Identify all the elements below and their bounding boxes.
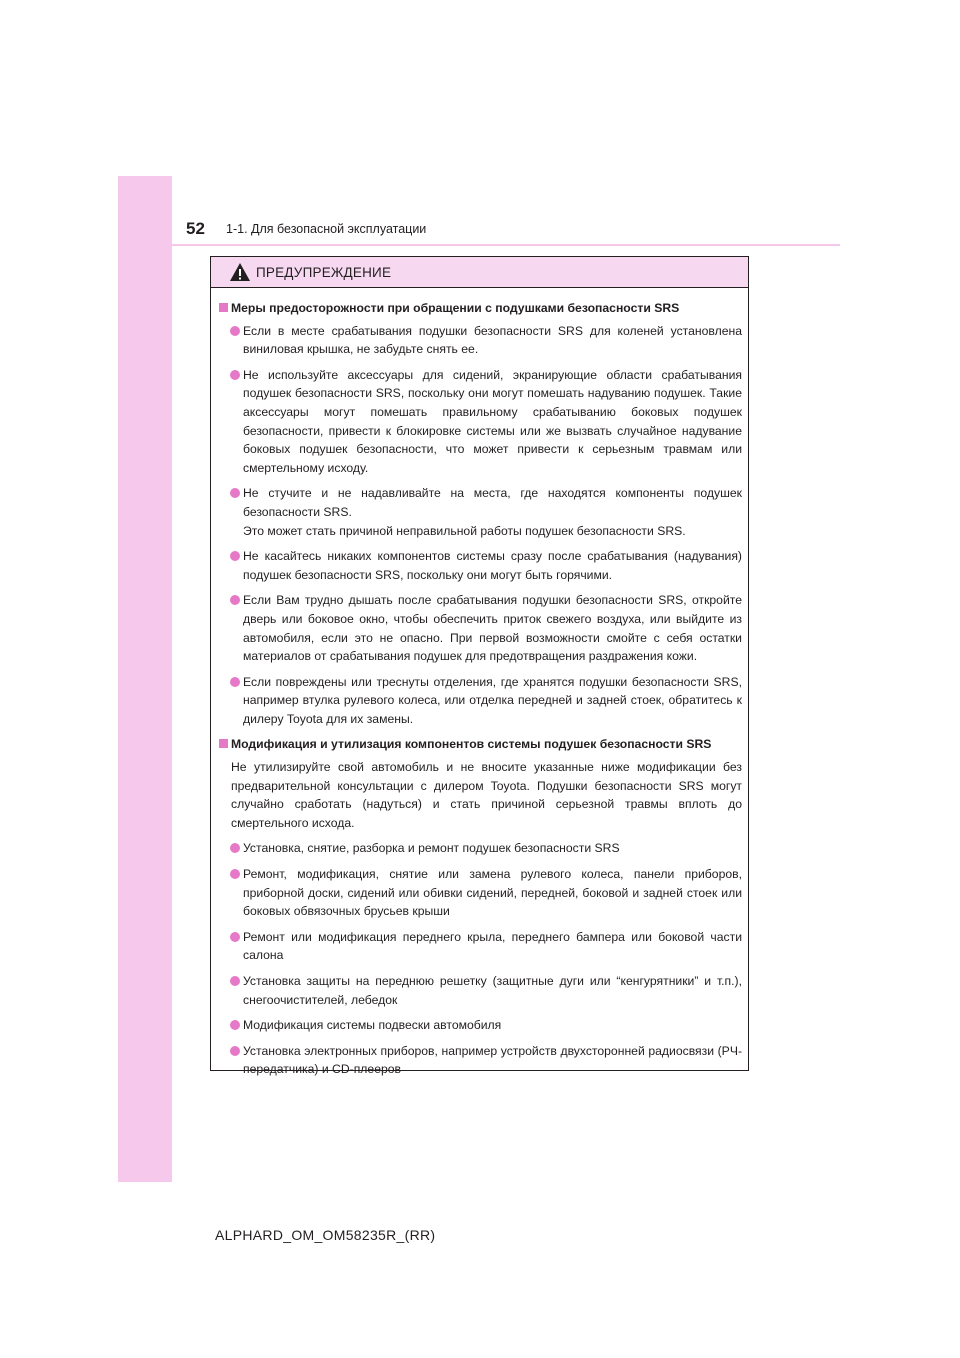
heading-srs-modification (219, 735, 742, 754)
document-code: ALPHARD_OM_OM58235R_(RR) (215, 1227, 436, 1243)
bullet-dot-icon (230, 843, 240, 853)
list-item (219, 1016, 742, 1035)
list-item-text: Не стучите и не надавливайте на места, где находятся компоненты подушек безопасности SRS. (243, 486, 742, 519)
page-number: 52 (186, 219, 205, 238)
header-rule (172, 244, 840, 246)
square-bullet-icon (219, 303, 228, 312)
list-item-text: Не используйте аксессуары для сидений, экранирующие области срабатывания подушек безопасности SRS, поскольку они могут помешать надуванию подушек. Такие аксессуары могут помешать правильному срабатыванию боковых подушек безопасности, привести к блокировке системы или же вызвать случайное надувание боковых подушек безопасности, что может привести к серьезным травмам или смертельному исходу. (243, 367, 742, 475)
list-item (219, 928, 742, 965)
list-item (219, 484, 742, 540)
heading-srs-precautions (219, 299, 742, 318)
list-item (219, 972, 742, 1009)
list-item-text: Модификация системы подвески автомобиля (243, 1018, 502, 1033)
list-item-text: Ремонт, модификация, снятие или замена рулевого колеса, панели приборов, приборной доски, сидений или обивки сидений, передней, боковой и задней стоек или боковых обвязочных брусьев крыши (243, 867, 742, 919)
list-item (219, 1042, 742, 1079)
list-item (219, 547, 742, 584)
square-bullet-icon (219, 739, 228, 748)
warning-triangle-icon (229, 262, 251, 282)
list-item (219, 839, 742, 858)
bullet-dot-icon (230, 326, 240, 336)
bullet-dot-icon (230, 551, 240, 561)
warning-title: ПРЕДУПРЕЖДЕНИЕ (256, 264, 392, 280)
list-item-text: Ремонт или модификация переднего крыла, переднего бампера или боковой части салона (243, 929, 742, 963)
bullet-dot-icon (230, 976, 240, 986)
side-tab-strip (118, 176, 172, 1182)
list-item-text: Установка защиты на переднюю решетку (защитные дуги или “кенгурятники” и т.п.), снегоочистителей, лебедок (243, 974, 742, 1007)
bullet-dot-icon (230, 370, 240, 380)
bullet-dot-icon (230, 488, 240, 498)
list-item (219, 366, 742, 478)
list-item (219, 591, 742, 665)
section-title: 1-1. Для безопасной эксплуатации (226, 222, 427, 236)
heading-text: Меры предосторожности при обращении с подушками безопасности SRS (231, 301, 680, 315)
list-item (219, 322, 742, 359)
list-item-text: Если Вам трудно дышать после срабатывания подушки безопасности SRS, откройте дверь или боковое окно, чтобы обеспечить приток свежего воздуха, или выйдите из автомобиля, если это не опасно. При первой возможности смойте с себя остатки материалов от срабатывания подушек для предотвращения раздражения кожи. (243, 593, 742, 664)
list-item (219, 865, 742, 921)
warning-body (211, 288, 748, 1079)
bullet-dot-icon (230, 1046, 240, 1056)
bullet-dot-icon (230, 932, 240, 942)
bullet-dot-icon (230, 677, 240, 687)
bullet-dot-icon (230, 1020, 240, 1030)
paragraph: Не утилизируйте свой автомобиль и не вносите указанные ниже модификации без предварительной консультации с дилером Toyota. Подушки безопасности SRS могут случайно сработать (надуться) и стать причиной серьезной травмы вплоть до смертельного исхода. (231, 760, 742, 830)
list-item (219, 673, 742, 729)
warning-header (211, 257, 748, 288)
bullet-dot-icon (230, 595, 240, 605)
bullet-dot-icon (230, 869, 240, 879)
list-item-text: Если повреждены или треснуты отделения, где хранятся подушки безопасности SRS, например втулка рулевого колеса, или отделка передней и задней стоек, обратитесь к дилеру Toyota для их замены. (243, 674, 742, 726)
list-item-text: Не касайтесь никаких компонентов системы сразу после срабатывания (надувания) подушек безопасности SRS, поскольку они могут быть горячими. (243, 549, 742, 582)
list-item-text: Установка, снятие, разборка и ремонт подушек безопасности SRS (243, 841, 620, 856)
warning-box (210, 256, 749, 1077)
list-item-text: Если в месте срабатывания подушки безопасности SRS для коленей установлена виниловая крышка, не забудьте снять ее. (243, 323, 742, 357)
heading-text: Модификация и утилизация компонентов системы подушек безопасности SRS (231, 737, 712, 752)
list-item-text: Установка электронных приборов, например устройств двухсторонней радиосвязи (РЧ-передатчика) и CD-плееров (243, 1043, 742, 1077)
list-item-text-extra: Это может стать причиной неправильной работы подушек безопасности SRS. (243, 523, 686, 538)
